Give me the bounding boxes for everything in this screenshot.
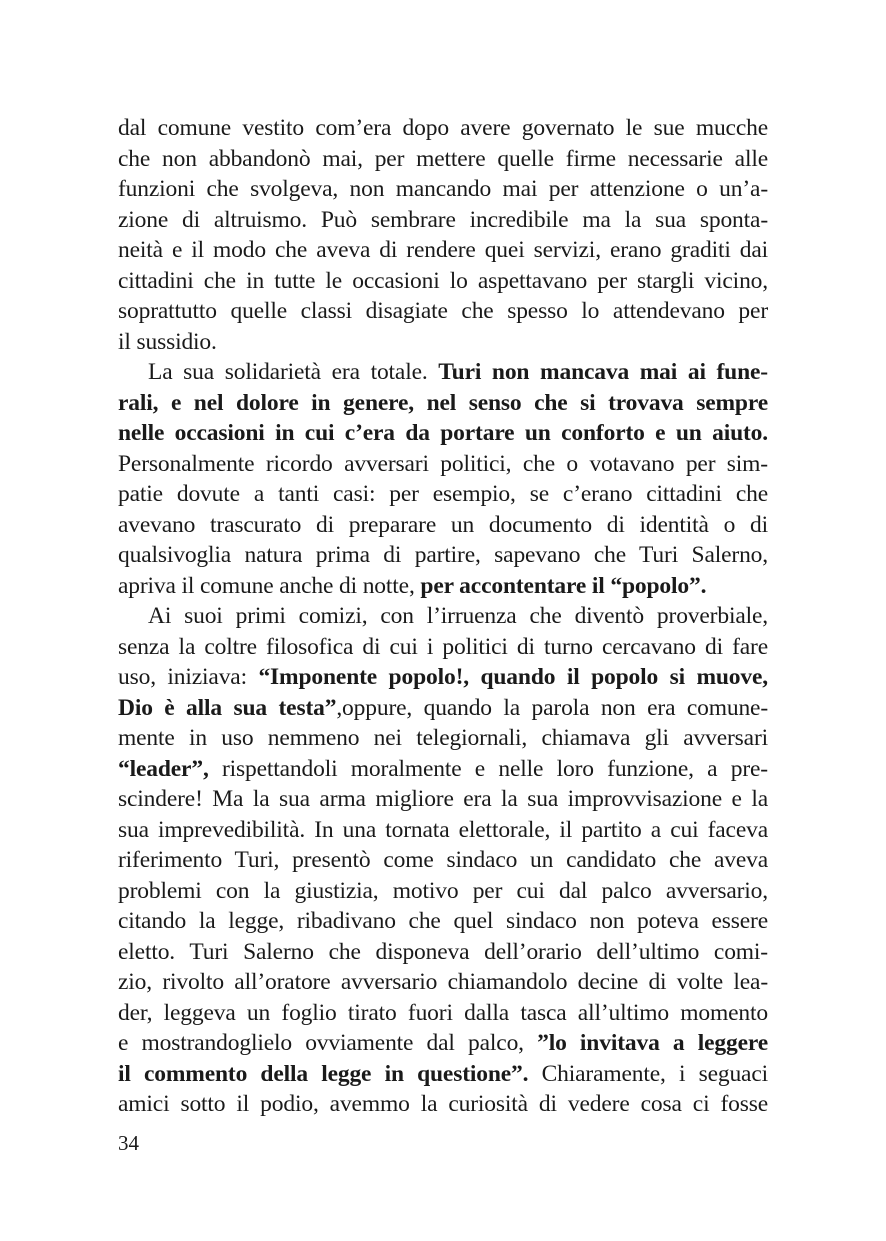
- text-run: scindere! Ma la sua arma migliore era la sua improvvisazione e la: [118, 786, 768, 812]
- text-run: dal comune vestito com’era dopo avere governato le sue mucche: [118, 115, 768, 141]
- text-line: [118, 540, 768, 571]
- text-run: riferimento Turi, presentò come sindaco un candidato che aveva: [118, 847, 768, 873]
- text-run: Personalmente ricordo avversari politici, che o votavano per sim-: [118, 450, 768, 477]
- text-run: sua imprevedibilità. In una tornata elettorale, il partito a cui faceva: [118, 816, 768, 843]
- page-number: 34: [118, 1131, 139, 1155]
- text-run: ,oppure, quando la parola non era comune-: [336, 694, 768, 721]
- bold-text-run: ”lo invitava a leggere: [537, 1030, 768, 1056]
- text-line: [118, 357, 768, 388]
- text-run: qualsivoglia natura prima di partire, sapevano che Turi Salerno,: [118, 542, 768, 568]
- text-line: [118, 815, 768, 846]
- text-run: patie dovute a tanti casi: per esempio, se c’erano cittadini che: [118, 481, 768, 507]
- text-run: eletto. Turi Salerno che disponeva dell’orario dell’ultimo comi-: [118, 938, 768, 965]
- text-run: Chiaramente, i seguaci: [528, 1060, 768, 1087]
- text-line: [118, 754, 768, 785]
- page-body: [118, 113, 768, 1120]
- text-line: [118, 571, 768, 602]
- bold-text-run: “leader”,: [118, 755, 209, 782]
- bold-text-run: rali, e nel dolore in genere, nel senso che si trovava sempre: [118, 389, 768, 416]
- text-run: senza la coltre filosofica di cui i politici di turno cercavano di fare: [118, 633, 768, 660]
- text-line: [118, 327, 768, 358]
- text-run: zione di altruismo. Può sembrare incredibile ma la sua sponta-: [118, 206, 768, 233]
- text-line: [118, 998, 768, 1029]
- text-run: apriva il comune anche di notte,: [118, 572, 421, 599]
- bold-text-run: nelle occasioni in cui c’era da portare un conforto e un aiuto.: [118, 420, 768, 446]
- text-run: Ai suoi primi comizi, con l’irruenza che diventò proverbiale,: [148, 603, 768, 629]
- text-line: [118, 144, 768, 175]
- text-line: [118, 449, 768, 480]
- text-run: avevano trascurato di preparare un documento di identità o di: [118, 511, 768, 538]
- text-line: [118, 723, 768, 754]
- bold-text-run: Dio è alla sua testa”: [118, 694, 337, 721]
- text-run: uso, iniziava:: [118, 664, 259, 690]
- text-line: [118, 388, 768, 419]
- text-line: [118, 784, 768, 815]
- bold-text-run: il commento della legge in questione”.: [118, 1060, 529, 1087]
- text-line: [118, 510, 768, 541]
- text-line: [118, 266, 768, 297]
- text-line: [118, 479, 768, 510]
- text-run: rispettandoli moralmente e nelle loro funzione, a pre-: [208, 755, 768, 782]
- text-run: citando la legge, ribadivano che quel sindaco non poteva essere: [118, 908, 768, 934]
- text-run: neità e il modo che aveva di rendere quei servizi, erano graditi dai: [118, 237, 768, 263]
- text-line: [118, 113, 768, 144]
- text-line: [118, 296, 768, 327]
- text-line: [118, 174, 768, 205]
- text-line: [118, 632, 768, 663]
- text-line: [118, 693, 768, 724]
- text-run: mente in uso nemmeno nei telegiornali, chiamava gli avversari: [118, 725, 768, 751]
- text-line: [118, 235, 768, 266]
- text-run: soprattutto quelle classi disagiate che spesso lo attendevano per: [118, 298, 768, 324]
- text-run: il sussidio.: [118, 328, 217, 355]
- text-run: amici sotto il podio, avemmo la curiosità di vedere cosa ci fosse: [118, 1091, 768, 1117]
- text-line: [118, 1028, 768, 1059]
- text-line: [118, 662, 768, 693]
- text-run: der, leggeva un foglio tirato fuori dalla tasca all’ultimo momento: [118, 999, 768, 1026]
- text-line: [118, 1089, 768, 1120]
- text-line: [118, 906, 768, 937]
- text-line: [118, 845, 768, 876]
- text-run: funzioni che svolgeva, non mancando mai per attenzione o un’a-: [118, 176, 768, 202]
- text-run: La sua solidarietà era totale.: [148, 359, 439, 385]
- text-line: [118, 1059, 768, 1090]
- text-line: [118, 601, 768, 632]
- bold-text-run: “Imponente popolo!, quando il popolo si muove,: [258, 664, 768, 690]
- text-line: [118, 876, 768, 907]
- text-line: [118, 418, 768, 449]
- text-run: e mostrandoglielo ovviamente dal palco,: [118, 1030, 538, 1056]
- text-line: [118, 205, 768, 236]
- text-line: [118, 937, 768, 968]
- bold-text-run: per accontentare il “popolo”.: [420, 572, 707, 599]
- text-run: che non abbandonò mai, per mettere quelle firme necessarie alle: [118, 145, 768, 172]
- text-line: [118, 967, 768, 998]
- text-run: zio, rivolto all’oratore avversario chiamandolo decine di volte lea-: [118, 969, 768, 995]
- bold-text-run: Turi non mancava mai ai fune-: [438, 359, 768, 385]
- text-run: cittadini che in tutte le occasioni lo aspettavano per stargli vicino,: [118, 267, 768, 294]
- text-run: problemi con la giustizia, motivo per cui dal palco avversario,: [118, 877, 768, 904]
